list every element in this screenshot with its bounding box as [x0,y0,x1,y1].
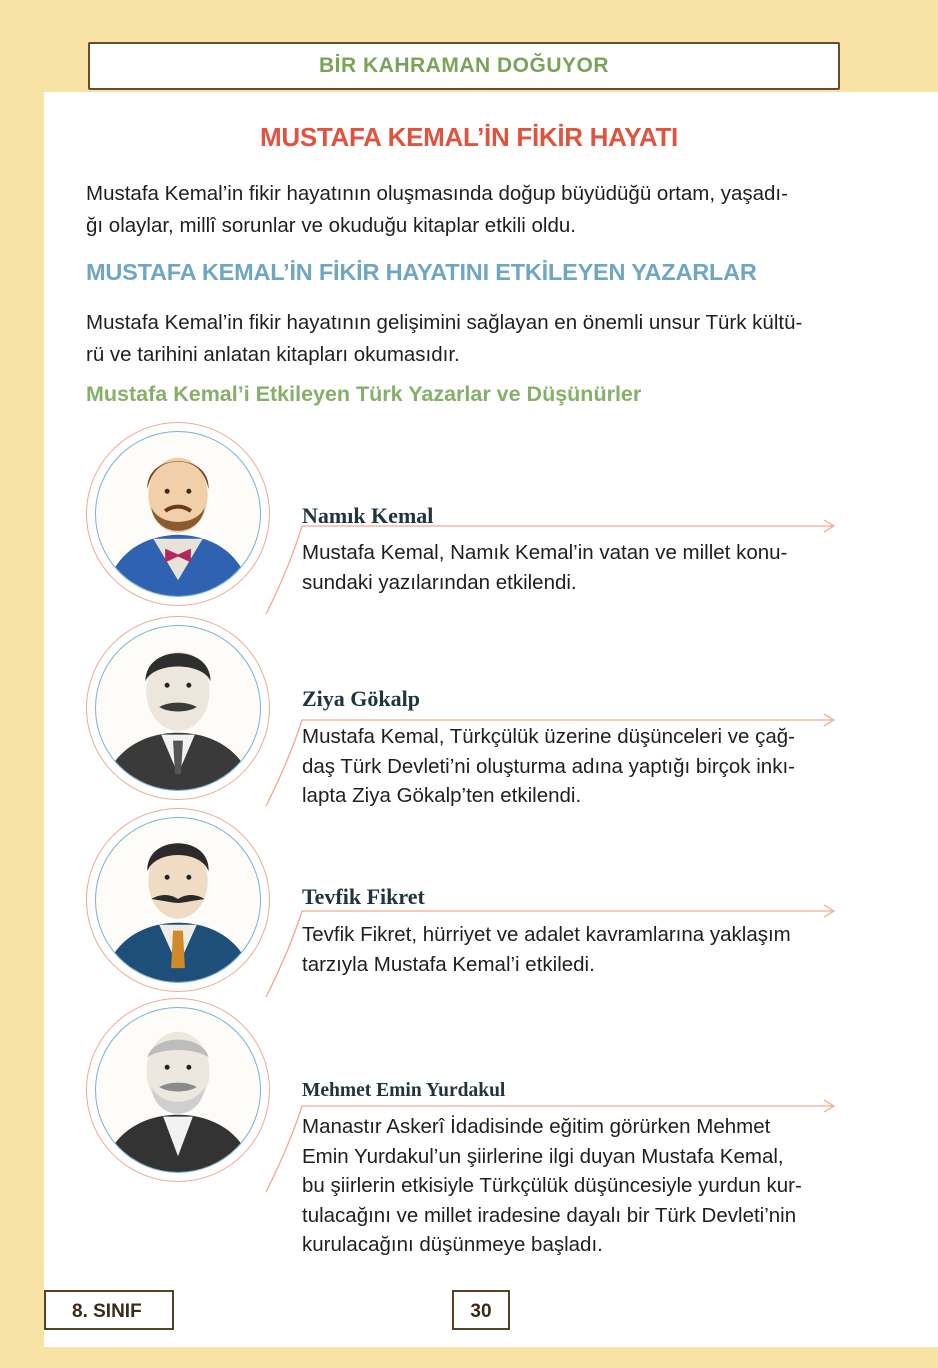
authors-heading: Mustafa Kemal’i Etkileyen Türk Yazarlar ve Düşünürler [86,382,642,406]
paragraph-line: rü ve tarihini anlatan kitapları okumasıdır. [86,343,460,366]
description-line: Mustafa Kemal, Namık Kemal’in vatan ve millet konu- [302,541,788,564]
author-name: Mehmet Emin Yurdakul [302,1080,506,1101]
description-line: Mustafa Kemal, Türkçülük üzerine düşünceleri ve çağ- [302,725,795,748]
author-description [302,722,832,811]
page-number: 30 [470,1301,492,1322]
description-line: Tevfik Fikret, hürriyet ve adalet kavramlarına yaklaşım [302,923,791,946]
portrait-drawing [96,818,260,982]
author-name: Namık Kemal [302,503,434,528]
description-line: lapta Ziya Gökalp’ten etkilendi. [302,784,582,807]
paragraph-line: Mustafa Kemal’in fikir hayatının gelişimini sağlayan en önemli unsur Türk kültü- [86,311,803,334]
author-description [302,920,832,979]
description-line: bu şiirlerin etkisiyle Türkçülük düşüncesiyle yurdun kur- [302,1174,802,1197]
intro-line: ğı olaylar, millî sorunlar ve okuduğu kitaplar etkili oldu. [86,214,576,237]
section-subtitle: MUSTAFA KEMAL’İN FİKİR HAYATINI ETKİLEYEN YAZARLAR [86,259,757,285]
portrait-namik-kemal [86,422,270,606]
page-number-box [452,1290,510,1330]
author-description [302,538,832,597]
section-title: BİR KAHRAMAN DOĞUYOR [319,54,609,77]
portrait-drawing [96,1008,260,1172]
portrait-drawing [96,626,260,790]
description-line: sundaki yazılarından etkilendi. [302,570,577,594]
author-name: Tevfik Fikret [302,884,425,909]
section-header [88,42,840,90]
portrait-ziya-gokalp [86,616,270,800]
portrait-tevfik-fikret [86,808,270,992]
description-line: tulacağını ve millet iradesine dayalı bir Türk Devleti’nin [302,1203,797,1227]
intro-paragraph [86,178,838,242]
grade-label-box [44,1290,174,1330]
author-description [302,1112,832,1260]
author-name: Ziya Gökalp [302,686,420,711]
description-line: tarzıyla Mustafa Kemal’i etkiledi. [302,952,595,976]
description-line: Manastır Askerî İdadisinde eğitim görürken Mehmet [302,1115,771,1138]
intro-line: Mustafa Kemal’in fikir hayatının oluşmasında doğup büyüdüğü ortam, yaşadı- [86,182,788,205]
subtitle-paragraph [86,307,838,371]
description-line: daş Türk Devleti’ni oluşturma adına yaptığı birçok inkı- [302,754,795,778]
description-line: Emin Yurdakul’un şiirlerine ilgi duyan Mustafa Kemal, [302,1144,784,1168]
description-line: kurulacağını düşünmeye başladı. [302,1233,603,1256]
grade-label: 8. SINIF [72,1301,142,1322]
portrait-mehmet-emin-yurdakul [86,998,270,1182]
portrait-drawing [96,432,260,596]
page-title: MUSTAFA KEMAL’İN FİKİR HAYATI [260,122,678,152]
